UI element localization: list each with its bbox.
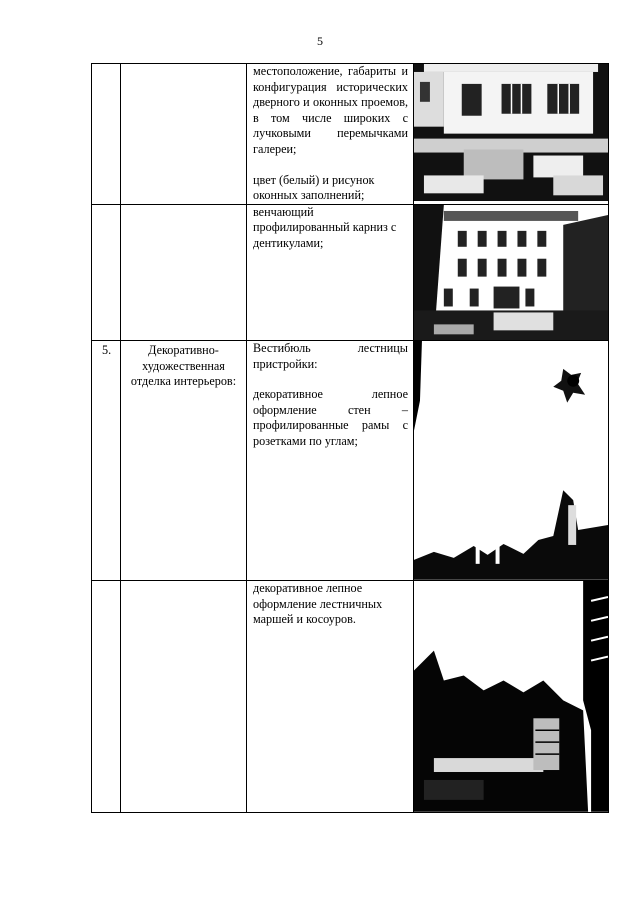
- feature-name: [121, 64, 247, 205]
- description-paragraph: Вестибюль лестницы пристройки:: [253, 341, 408, 371]
- row-number: 5.: [92, 341, 121, 581]
- feature-description: [247, 64, 414, 205]
- building-facade-image: [414, 205, 608, 340]
- facade-gallery-image: [414, 64, 608, 201]
- table-row: [92, 341, 609, 581]
- description-paragraph: местоположение, габариты и конфигурация исторических дверного и оконных проемов, в том числе широких с лучковыми перемычками галереи;: [253, 64, 408, 156]
- feature-description: [247, 204, 414, 340]
- description-paragraph: декоративное лепное оформление лестничных маршей и косоуров.: [253, 581, 383, 627]
- page-number: 5: [317, 34, 323, 48]
- description-paragraph: цвет (белый) и рисунок оконных заполнений;: [253, 172, 375, 203]
- cornice-photo: [414, 204, 609, 340]
- row-number: [92, 204, 121, 340]
- table-row: [92, 64, 609, 205]
- row-number: [92, 64, 121, 205]
- vestibule-photo: [414, 341, 609, 581]
- description-paragraph: венчающий профилированный карниз с дентикулами;: [253, 204, 397, 250]
- feature-name: [121, 204, 247, 340]
- feature-description: [247, 581, 414, 813]
- staircase-photo: [414, 581, 609, 813]
- row-number: [92, 581, 121, 813]
- feature-name: Декоративно-художественная отделка интерьеров:: [121, 341, 247, 581]
- feature-name: [121, 581, 247, 813]
- description-paragraph: декоративное лепное оформление стен – профилированные рамы с розетками по углам;: [253, 387, 408, 449]
- facade-gallery-photo: [414, 64, 609, 205]
- vestibule-wall-image: [414, 341, 608, 580]
- staircase-image: [414, 581, 608, 812]
- table-row: [92, 204, 609, 340]
- table-row: [92, 581, 609, 813]
- feature-description: [247, 341, 414, 581]
- monument-features-table: [91, 63, 609, 813]
